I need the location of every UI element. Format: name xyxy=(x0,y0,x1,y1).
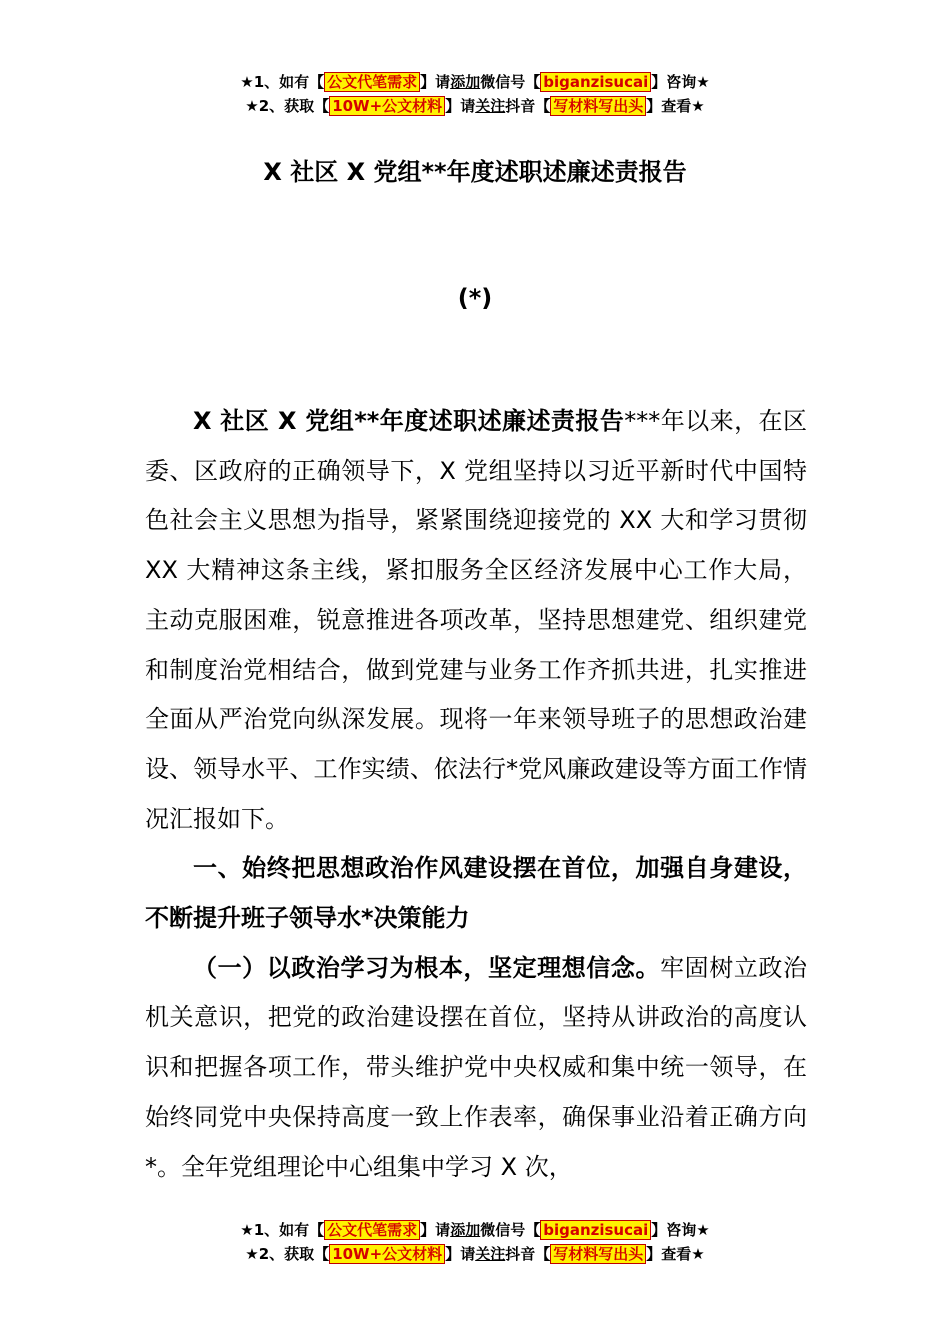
document-body xyxy=(145,397,807,1192)
intro-bold-lead: X 社区 X 党组**年度述职述廉述责报告 xyxy=(193,407,625,435)
footer-line-1: ★1、如有【 公文代笔需求 】请添加微信号【 biganzisucai 】咨询★ xyxy=(240,1221,710,1239)
highlight-service: 公文代笔需求 xyxy=(324,1220,420,1240)
banner-line-2: ★2、获取【 10W+公文材料 】请关注抖音【 写材料写出头 】查看★ xyxy=(245,97,705,115)
footer-line-2: ★2、获取【 10W+公文材料 】请关注抖音【 写材料写出头 】查看★ xyxy=(245,1245,705,1263)
highlight-materials: 10W+公文材料 xyxy=(329,1244,445,1264)
banner-line-1: ★1、如有【 公文代笔需求 】请添加微信号【 biganzisucai 】咨询★ xyxy=(240,73,710,91)
highlight-wechat-id: biganzisucai xyxy=(540,72,651,92)
document-title: X 社区 X 党组**年度述职述廉述责报告 xyxy=(263,158,687,186)
subsection-heading: （一）以政治学习为根本，坚定理想信念。 xyxy=(193,953,661,982)
paragraph-intro: X 社区 X 党组**年度述职述廉述责报告***年以来，在区委、区政府的正确领导下，X 党组坚持以习近平新时代中国特色社会主义思想为指导，紧紧围绕迎接党的 XX 大和学习贯彻 XX 大精神这条主线，紧扣服务全区经济发展中心工作大局，主动克服困难，锐意推进各项改革，坚持思想建党、组织建党和制度治党相结合，做到党建与业务工作齐抓共进，扎实推进全面从严治党向纵深发展。现将一年来领导班子的思想政治建设、领导水平、工作实绩、依法行*党风廉政建设等方面工作情况汇报如下。 xyxy=(145,407,807,833)
header-banner xyxy=(0,70,950,118)
document-subtitle: (*) xyxy=(457,284,493,312)
paragraph-section-1-1: （一）以政治学习为根本，坚定理想信念。牢固树立政治机关意识，把党的政治建设摆在首位，坚持从讲政治的高度认识和把握各项工作，带头维护党中央权威和集中统一领导，在始终同党中央保持高度一致上作表率，确保事业沿着正确方向*。全年党组理论中心组集中学习 X 次， xyxy=(145,953,808,1181)
highlight-douyin: 写材料写出头 xyxy=(550,1244,646,1264)
section-heading-1: 一、始终把思想政治作风建设摆在首位，加强自身建设，不断提升班子领导水*决策能力 xyxy=(145,854,807,933)
highlight-wechat-id: biganzisucai xyxy=(540,1220,651,1240)
highlight-materials: 10W+公文材料 xyxy=(329,96,445,116)
highlight-service: 公文代笔需求 xyxy=(324,72,420,92)
highlight-douyin: 写材料写出头 xyxy=(550,96,646,116)
footer-banner xyxy=(0,1218,950,1266)
